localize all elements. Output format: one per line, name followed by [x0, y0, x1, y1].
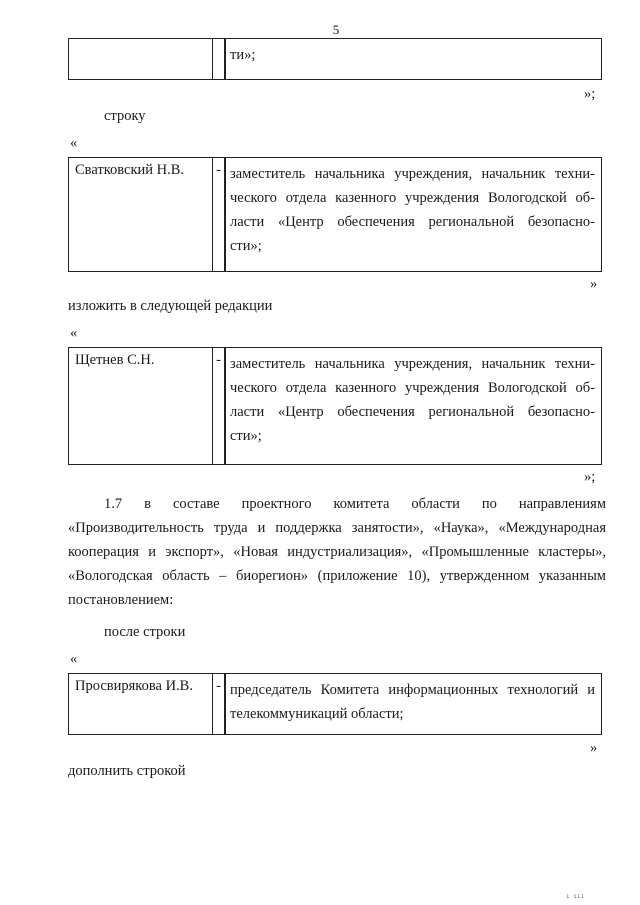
- description-line: ти»;: [230, 47, 256, 63]
- table-continuation: [68, 38, 602, 80]
- table-cell-dash: -: [213, 158, 225, 271]
- after-row-label: после строки: [104, 624, 186, 640]
- table-cell-dash: -: [213, 674, 225, 734]
- scan-mark: ı ııı: [566, 893, 585, 900]
- add-label: дополнить строкой: [68, 763, 186, 779]
- description-line: ческого отдела казенного учреждения Вологодской об-: [230, 190, 595, 206]
- opening-quote: «: [70, 325, 78, 341]
- edit-label: изложить в следующей редакции: [68, 298, 273, 314]
- table-row-new: [68, 347, 602, 465]
- table-cell-dash: -: [213, 348, 225, 464]
- closing-quote: »;: [584, 469, 596, 485]
- paragraph-line: 1.7 в составе проектного комитета области по направлениям: [104, 496, 606, 512]
- table-cell-name: Сватковский Н.В.: [69, 158, 213, 271]
- table-cell-description: [225, 348, 601, 464]
- table-cell-dash: [213, 39, 225, 79]
- table-cell-description: [225, 158, 601, 271]
- page-number: 5: [332, 22, 340, 37]
- table-row-after: [68, 673, 602, 735]
- table-cell-name: Просвирякова И.В.: [69, 674, 213, 734]
- opening-quote: «: [70, 135, 78, 151]
- description-line: сти»;: [230, 428, 262, 444]
- paragraph-line: постановлением:: [68, 592, 174, 608]
- description-line: телекоммуникаций области;: [230, 706, 404, 722]
- table-row-old: [68, 157, 602, 272]
- description-line: ласти «Центр обеспечения региональной безопасно-: [230, 404, 595, 420]
- paragraph-line: «Производительность труда и поддержка занятости», «Наука», «Международная: [68, 520, 606, 536]
- description-line: заместитель начальника учреждения, начальник техни-: [230, 356, 595, 372]
- paragraph-line: кооперация и экспорт», «Новая индустриализация», «Промышленные кластеры»,: [68, 544, 606, 560]
- closing-quote: »: [590, 740, 598, 756]
- description-line: председатель Комитета информационных технологий и: [230, 682, 595, 698]
- closing-quote: »: [590, 276, 598, 292]
- closing-quote: »;: [584, 86, 596, 102]
- opening-quote: «: [70, 651, 78, 667]
- table-cell-description: [225, 39, 601, 79]
- table-cell-name: Щетнев С.Н.: [69, 348, 213, 464]
- description-line: заместитель начальника учреждения, начальник техни-: [230, 166, 595, 182]
- table-cell-description: [225, 674, 601, 734]
- description-line: ческого отдела казенного учреждения Вологодской об-: [230, 380, 595, 396]
- paragraph-line: «Вологодская область – биорегион» (приложение 10), утвержденном указанным: [68, 568, 606, 584]
- table-cell-name: [69, 39, 213, 79]
- paragraph-1-7: [68, 492, 606, 612]
- description-line: ласти «Центр обеспечения региональной безопасно-: [230, 214, 595, 230]
- description-line: сти»;: [230, 238, 262, 254]
- row-label: строку: [104, 108, 146, 124]
